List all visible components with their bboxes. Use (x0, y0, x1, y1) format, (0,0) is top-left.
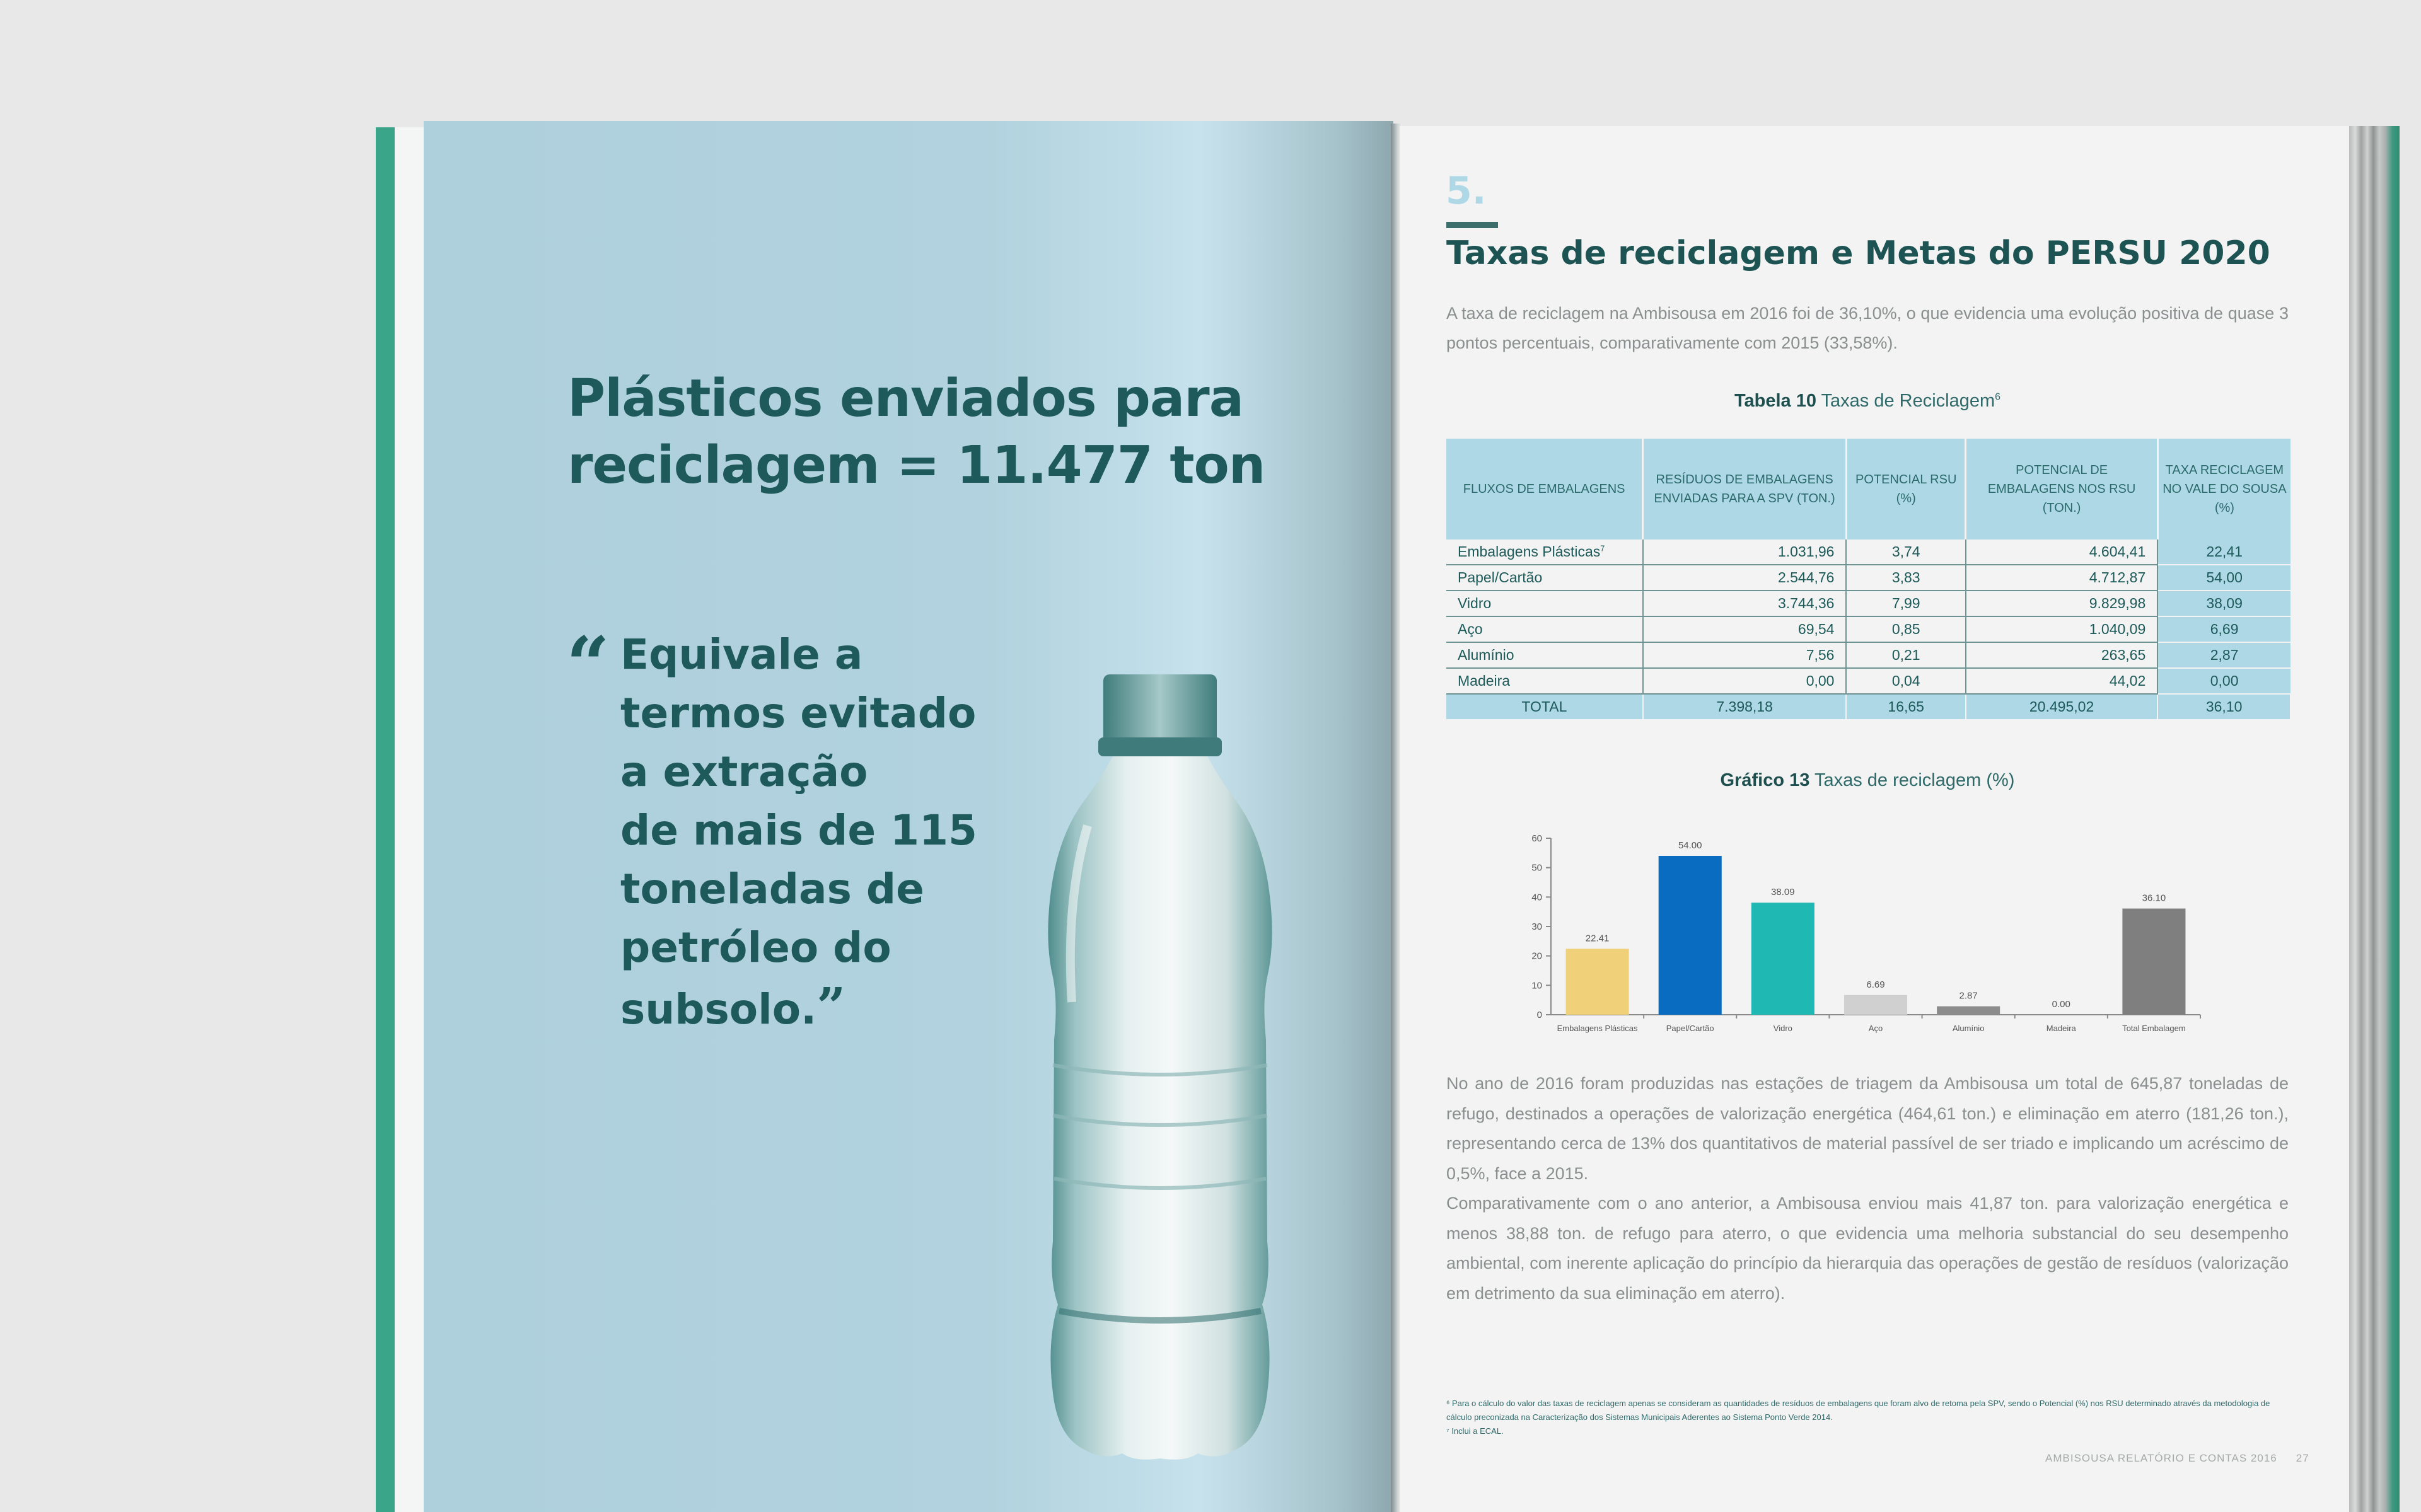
table-cell: Vidro (1446, 591, 1643, 616)
table-cell: Alumínio (1446, 642, 1643, 668)
section-number: 5. (1446, 169, 1487, 213)
body-text (1446, 1069, 2289, 1308)
table-row (1446, 668, 2290, 694)
headline-line-1: Plásticos enviados para (567, 369, 1244, 429)
chart-data-label: 36.10 (2142, 892, 2166, 904)
headline-line-2: reciclagem = 11.477 ton (567, 436, 1265, 495)
chart-bar (2122, 909, 2185, 1015)
quote-line: de mais de 115 (620, 806, 977, 855)
table-cell: 9.829,98 (1966, 591, 2157, 616)
chart-data-label: 38.09 (1771, 887, 1795, 898)
chart-y-tick-label: 50 (1531, 862, 1542, 874)
chart-y-tick-label: 40 (1531, 892, 1542, 903)
table-cell: 4.604,41 (1966, 540, 2157, 565)
chart-bar (1844, 995, 1907, 1015)
quote-line: petróleo do (620, 923, 891, 972)
quote-line: a extração (620, 747, 868, 796)
quote-open-mark: “ (566, 620, 610, 709)
footnote: ⁷ Inclui a ECAL. (1446, 1426, 1504, 1436)
chart-data-label: 2.87 (1959, 990, 1978, 1001)
chart-x-tick-label: Papel/Cartão (1666, 1024, 1714, 1033)
table-cell: Papel/Cartão (1446, 565, 1643, 591)
table-row (1446, 616, 2290, 642)
table-caption (1446, 391, 2289, 412)
table-header: POTENCIAL RSU (%) (1846, 439, 1965, 540)
table-caption-footnote-ref: 6 (1995, 391, 2001, 403)
table-cell: 69,54 (1643, 616, 1847, 642)
chart-caption (1446, 770, 2289, 791)
pull-quote (620, 625, 1049, 1039)
chart-data-label: 6.69 (1866, 979, 1885, 990)
chart-caption-text: Taxas de reciclagem (%) (1814, 770, 2015, 790)
plastic-bottle-image (1028, 674, 1292, 1462)
table-cell: 6,69 (2157, 616, 2290, 642)
intro-paragraph: A taxa de reciclagem na Ambisousa em 2016 foi de 36,10%, o que evidencia uma evolução positiva de quase 3 pontos percentuais, comparativamente com 2015 (33,58%). (1446, 304, 2289, 352)
table-cell: 4.712,87 (1966, 565, 2157, 591)
table-header-row (1446, 439, 2290, 540)
table-cell: 38,09 (2157, 591, 2290, 616)
page-number: 27 (2296, 1452, 2309, 1464)
table-cell: TOTAL (1446, 694, 1643, 719)
footnote: ⁶ Para o cálculo do valor das taxas de reciclagem apenas se consideram as quantidades de resíduos de embalagens que foram alvo de retoma pela SPV, sendo o Potencial (%) nos RSU determinado através da metodologia de cálculo preconizada na Caracterização dos Sistemas Municipais Aderentes ao Sistema Ponto Verde 2014. (1446, 1399, 2270, 1422)
table-cell: 3,74 (1846, 540, 1965, 565)
quote-line: Equivale a (620, 630, 863, 679)
recycling-rates-chart (1513, 826, 2213, 1040)
chart-x-tick-label: Alumínio (1952, 1024, 1985, 1033)
chart-data-label: 22.41 (1585, 933, 1610, 944)
table-row (1446, 642, 2290, 668)
table-cell: 54,00 (2157, 565, 2290, 591)
quote-line-last (620, 977, 1049, 1039)
chart-x-tick-label: Aço (1868, 1024, 1883, 1033)
table-cell: 7,56 (1643, 642, 1847, 668)
table-cell: Madeira (1446, 668, 1643, 694)
cover-edge (376, 127, 395, 1512)
table-cell: 20.495,02 (1966, 694, 2157, 719)
table-row (1446, 565, 2290, 591)
footnotes (1446, 1397, 2291, 1438)
table-caption-label: Tabela 10 (1734, 391, 1816, 411)
table-cell: 2,87 (2157, 642, 2290, 668)
section-rule (1446, 222, 1498, 228)
chart-y-tick-label: 10 (1531, 980, 1542, 991)
table-cell: 1.031,96 (1643, 540, 1847, 565)
table-cell: 16,65 (1846, 694, 1965, 719)
page-stack-edge (395, 127, 425, 1512)
chart-bar (1566, 949, 1629, 1015)
chart-y-tick-label: 60 (1531, 833, 1542, 844)
table-cell: 7,99 (1846, 591, 1965, 616)
table-row (1446, 591, 2290, 616)
chart-y-tick-label: 20 (1531, 950, 1542, 962)
table-cell: 22,41 (2157, 540, 2290, 565)
chart-caption-label: Gráfico 13 (1720, 770, 1810, 790)
table-header: FLUXOS DE EMBALAGENS (1446, 439, 1643, 540)
table-cell: 0,00 (2157, 668, 2290, 694)
chart-data-label: 54.00 (1678, 840, 1702, 851)
table-caption-text: Taxas de Reciclagem (1821, 391, 1995, 411)
table-cell: 3.744,36 (1643, 591, 1847, 616)
table-cell: 36,10 (2157, 694, 2290, 719)
table-cell: 3,83 (1846, 565, 1965, 591)
quote-line: subsolo. (620, 985, 817, 1034)
chart-x-tick-label: Vidro (1773, 1024, 1792, 1033)
table-header: POTENCIAL DE EMBALAGENS NOS RSU (TON.) (1966, 439, 2157, 540)
page-footer (2045, 1452, 2309, 1465)
section-title: Taxas de reciclagem e Metas do PERSU 2020 (1446, 234, 2270, 272)
chart-y-tick-label: 30 (1531, 921, 1542, 932)
table-cell: 0,04 (1846, 668, 1965, 694)
headline (567, 366, 1274, 499)
table-cell: 1.040,09 (1966, 616, 2157, 642)
table-cell: 44,02 (1966, 668, 2157, 694)
table-cell: 0,00 (1643, 668, 1847, 694)
chart-bar (1751, 903, 1814, 1015)
table-total-row (1446, 694, 2290, 719)
chart-bar (1937, 1007, 2000, 1015)
table-cell: 0,21 (1846, 642, 1965, 668)
chart-data-label: 0.00 (2052, 999, 2070, 1010)
table-header: TAXA RECICLAGEM NO VALE DO SOUSA (%) (2157, 439, 2290, 540)
table-cell: Embalagens Plásticas$^7$ (1446, 540, 1643, 565)
table-cell: 7.398,18 (1643, 694, 1847, 719)
table-cell: 263,65 (1966, 642, 2157, 668)
chart-bar (1659, 856, 1722, 1015)
recycling-rates-table (1446, 439, 2291, 719)
quote-line: toneladas de (620, 865, 924, 913)
table-cell: Aço (1446, 616, 1643, 642)
body-paragraph: Comparativamente com o ano anterior, a Ambisousa enviou mais 41,87 ton. para valorização energética e menos 38,88 ton. de refugo para aterro, o que evidencia uma melhoria substancial do seu desempenho ambiental, com inerente aplicação do princípio da hierarquia das operações de gestão de resíduos (valorização em detrimento da sua eliminação em aterro). (1446, 1194, 2289, 1303)
body-paragraph: No ano de 2016 foram produzidas nas estações de triagem da Ambisousa um total de 645,87 toneladas de refugo, destinados a operações de valorização energética (464,61 ton.) e eliminação em aterro (181,26 ton.), representando cerca de 13% dos quantitativos de material passível de ser triado e implicando um acréscimo de 0,5%, face a 2015. (1446, 1074, 2289, 1183)
table-cell: 0,85 (1846, 616, 1965, 642)
table-row (1446, 540, 2290, 565)
table-header: RESÍDUOS DE EMBALAGENS ENVIADAS PARA A SPV (TON.) (1643, 439, 1847, 540)
chart-y-tick-label: 0 (1536, 1010, 1542, 1020)
table-cell: 2.544,76 (1643, 565, 1847, 591)
quote-close-mark: ” (816, 976, 846, 1036)
chart-x-tick-label: Madeira (2046, 1024, 2076, 1033)
running-footer: AMBISOUSA RELATÓRIO E CONTAS 2016 (2045, 1452, 2277, 1464)
chart-x-tick-label: Embalagens Plásticas (1557, 1024, 1638, 1033)
right-page-stack-edge (2349, 126, 2400, 1512)
chart-x-tick-label: Total Embalagem (2122, 1024, 2186, 1033)
quote-line: termos evitado (620, 689, 977, 737)
